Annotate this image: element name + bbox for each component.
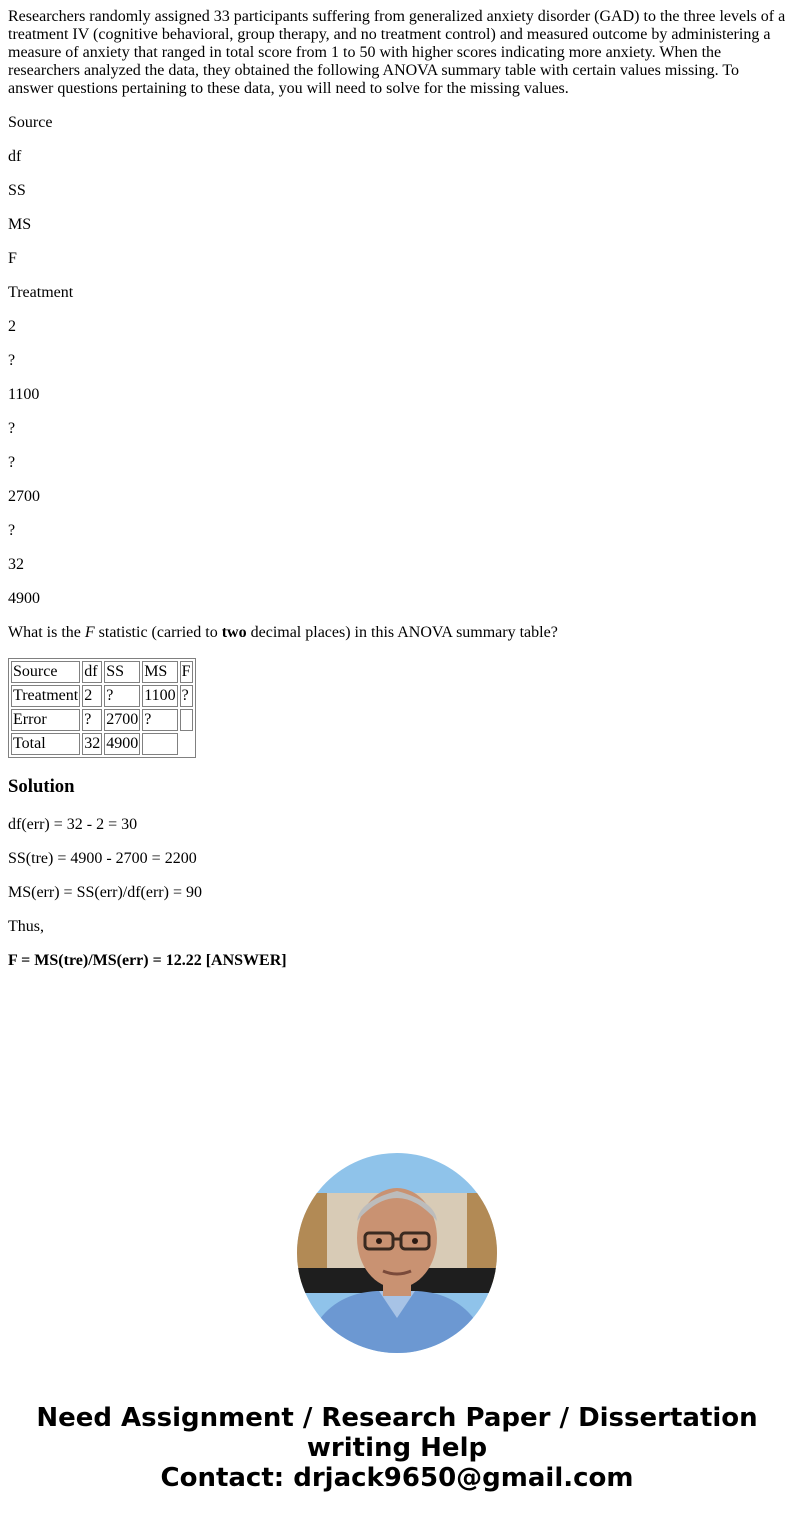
- table-row: [11, 685, 193, 707]
- flat-cell-error-ms: ?: [8, 522, 16, 539]
- table-header-row: [11, 661, 193, 683]
- solution-heading: Solution: [8, 776, 75, 797]
- table-cell: ?: [104, 685, 140, 707]
- question-bold-word: two: [221, 624, 247, 641]
- table-cell: [142, 733, 177, 755]
- table-cell: 2700: [104, 709, 140, 731]
- flat-cell-ms: MS: [8, 216, 32, 233]
- anova-table: [8, 658, 196, 758]
- question-f-letter: F: [84, 624, 95, 641]
- table-cell: 2: [82, 685, 102, 707]
- solution-answer: F = MS(tre)/MS(err) = 12.22 [ANSWER]: [8, 952, 287, 969]
- promo-line: Need Assignment / Research Paper / Dissertation: [36, 1403, 758, 1433]
- solution-line: MS(err) = SS(err)/df(err) = 90: [8, 884, 202, 901]
- promo-line: writing Help: [306, 1433, 488, 1463]
- question-middle: statistic (carried to: [94, 624, 222, 641]
- table-cell: ?: [82, 709, 102, 731]
- table-header-cell: MS: [142, 661, 177, 683]
- question-text: [8, 624, 788, 642]
- flat-cell-treatment-ss: ?: [8, 352, 16, 369]
- table-cell: 4900: [104, 733, 140, 755]
- document-body: [8, 8, 788, 986]
- table-cell: Treatment: [11, 685, 80, 707]
- table-header-cell: df: [82, 661, 102, 683]
- table-row: [11, 709, 193, 731]
- flat-cell-treatment-ms: 1100: [8, 386, 40, 403]
- table-cell: 1100: [142, 685, 177, 707]
- solution-line: df(err) = 32 - 2 = 30: [8, 816, 138, 833]
- question-after: decimal places) in this ANOVA summary table?: [246, 624, 558, 641]
- flat-cell-total-df: 32: [8, 556, 24, 573]
- table-row: [11, 733, 193, 755]
- table-cell: 32: [82, 733, 102, 755]
- intro-paragraph: Researchers randomly assigned 33 participants suffering from generalized anxiety disorder (GAD) to the three levels of a treatment IV (cognitive behavioral, group therapy, and no treatment control) and measured outcome by administering a measure of anxiety that ranged in total score from 1 to 50 with higher scores indicating more anxiety. When the researchers analyzed the data, they obtained the following ANOVA summary table with certain values missing. To answer questions pertaining to these data, you will need to solve for the missing values.: [8, 8, 786, 97]
- table-header-cell: Source: [11, 661, 80, 683]
- author-photo: [297, 1153, 497, 1353]
- flat-cell-df: df: [8, 148, 22, 165]
- flat-cell-source: Source: [8, 114, 53, 131]
- flat-cell-treatment-f: ?: [8, 420, 16, 437]
- solution-line: SS(tre) = 4900 - 2700 = 2200: [8, 850, 197, 867]
- flat-cell-treatment: Treatment: [8, 284, 74, 301]
- question-before: What is the: [8, 624, 85, 641]
- table-cell: Error: [11, 709, 80, 731]
- flat-cell-ss: SS: [8, 182, 26, 199]
- table-header-cell: SS: [104, 661, 140, 683]
- table-header-cell: F: [180, 661, 193, 683]
- author-portrait-image: [297, 1153, 497, 1353]
- table-cell: ?: [142, 709, 177, 731]
- table-cell: [180, 709, 193, 731]
- flat-cell-total-ss: 4900: [8, 590, 40, 607]
- promo-footer: [0, 1403, 794, 1493]
- solution-line: Thus,: [8, 918, 44, 935]
- flat-cell-error-df: ?: [8, 454, 16, 471]
- flat-cell-error-ss: 2700: [8, 488, 40, 505]
- table-cell: ?: [180, 685, 193, 707]
- flat-cell-treatment-df: 2: [8, 318, 16, 335]
- table-cell: Total: [11, 733, 80, 755]
- promo-contact: Contact: drjack9650@gmail.com: [160, 1463, 634, 1493]
- flat-cell-f: F: [8, 250, 17, 267]
